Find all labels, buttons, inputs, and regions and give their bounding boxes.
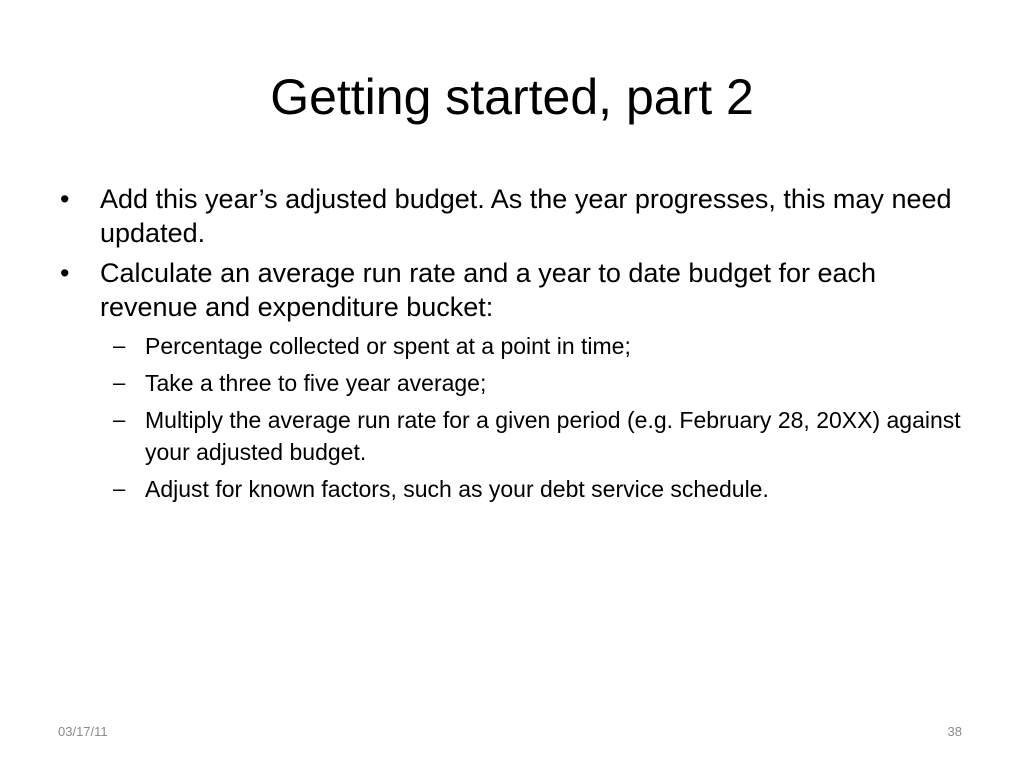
bullet-marker: •: [60, 258, 70, 288]
sub-bullet-text: Percentage collected or spent at a point in time;: [145, 333, 631, 359]
bullet-item-1: [56, 182, 968, 250]
dash-marker: –: [113, 476, 126, 501]
bullet-marker: •: [60, 184, 70, 214]
sub-bullet-text: Adjust for known factors, such as your debt service schedule.: [145, 476, 769, 502]
sub-bullet-text: Multiply the average run rate for a given period (e.g. February 28, 20XX) against your adjusted budget.: [145, 407, 961, 465]
slide-title: Getting started, part 2: [270, 69, 754, 125]
slide-content: [56, 182, 968, 510]
sub-bullet-list: [56, 330, 968, 505]
dash-marker: –: [113, 370, 126, 395]
sub-bullet-item-1: [56, 330, 968, 362]
sub-bullet-item-4: [56, 473, 968, 505]
sub-bullet-item-3: [56, 404, 968, 468]
sub-bullet-text: Take a three to five year average;: [145, 370, 487, 396]
bullet-text: Add this year’s adjusted budget. As the year progresses, this may need updated.: [100, 184, 952, 248]
footer-date: 03/17/11: [58, 724, 108, 739]
dash-marker: –: [113, 407, 126, 432]
dash-marker: –: [113, 333, 126, 358]
sub-bullet-item-2: [56, 367, 968, 399]
bullet-item-2: [56, 256, 968, 324]
slide-number: 38: [947, 724, 962, 739]
bullet-text: Calculate an average run rate and a year to date budget for each revenue and expenditure bucket:: [100, 258, 877, 322]
